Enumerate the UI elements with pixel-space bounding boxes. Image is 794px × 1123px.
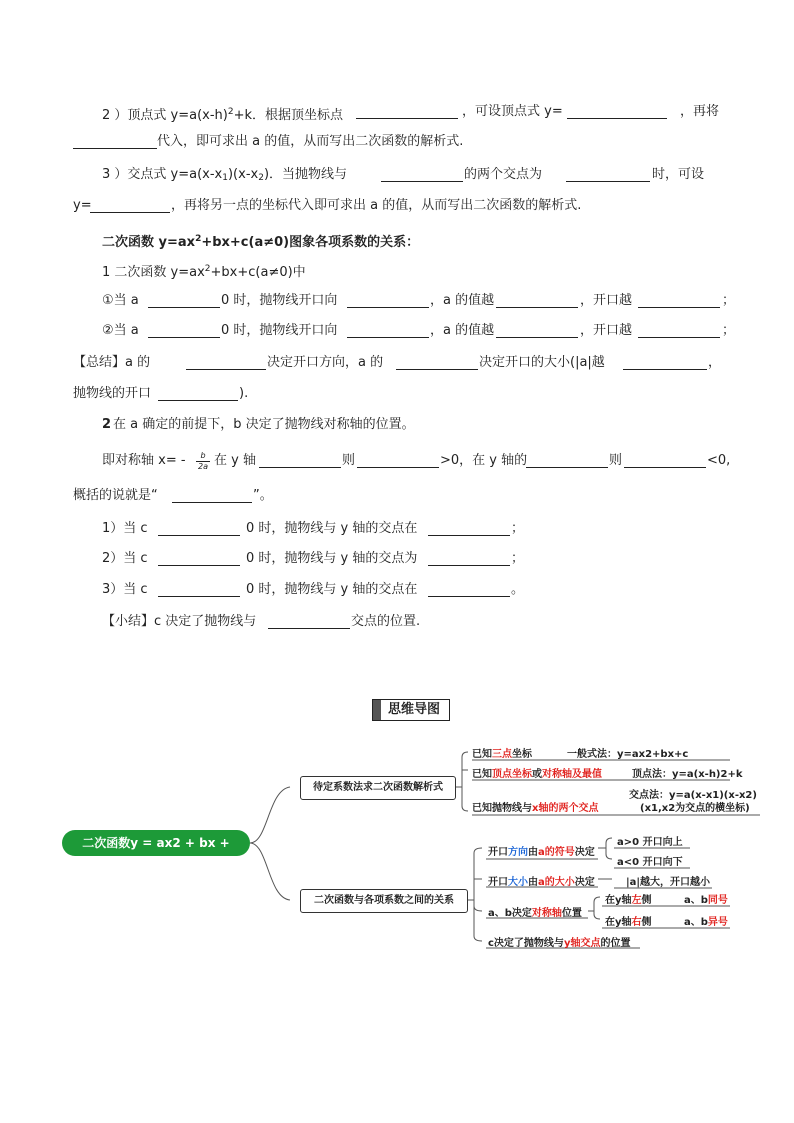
mm-c-y-intercept: c决定了抛物线与y轴交点的位置 — [488, 938, 631, 949]
line-case-a-1: ①当 a 0 时，抛物线开口向 ，a 的值越 ，开口越 ； — [102, 293, 736, 308]
mm-a-negative: a<0 开口向下 — [617, 857, 683, 868]
mm-intercept-note: (x1,x2为交点的横坐标) — [640, 803, 750, 814]
line-c-case-3: 3）当 c 0 时，抛物线与 y 轴的交点在 。 — [102, 582, 525, 597]
mm-right-side: 在y轴右侧 — [605, 917, 652, 928]
mindmap-branch-undetermined-coefficients: 待定系数法求二次函数解析式 — [300, 776, 456, 800]
mm-opening-size: 开口大小由a的大小决定 — [488, 877, 595, 888]
line-c-case-1: 1）当 c 0 时，抛物线与 y 轴的交点在 ； — [102, 521, 525, 536]
line-summary-2: 抛物线的开口 ). — [73, 386, 249, 401]
mm-vertex-form: 顶点法：y=a(x-h)2+k — [632, 769, 743, 780]
mm-vertex-coords: 已知顶点坐标或对称轴及最值 — [472, 769, 602, 780]
mindmap-root: 二次函数y = ax2 + bx + c(a≠0) — [62, 830, 250, 856]
mm-same-sign: a、b同号 — [684, 895, 728, 906]
line-intercept-form-2: y= ，再将另一点的坐标代入即可求出 a 的值，从而写出二次函数的解析式. — [73, 198, 582, 213]
section-heading-coefficients: 二次函数 $y=ax^2+bx+c(a\ne 0)$图象各项系数的关系： — [102, 234, 420, 250]
mm-left-side: 在y轴左侧 — [605, 895, 652, 906]
line-intercept-form: 3 ）交点式 $y=a(x-x_1)(x-x_2)$．当抛物线与 的两个交点为 时，可设 — [102, 167, 705, 183]
mm-a-positive: a>0 开口向上 — [617, 837, 683, 848]
mm-three-points: 已知三点坐标 — [472, 749, 532, 760]
mm-general-form: 一般式法：y=ax2+bx+c — [567, 749, 689, 760]
line-axis: 即对称轴 x= - $\frac{b}{2a}$ 在 y 轴 则 >0，在 y 轴的 则 <0, — [102, 451, 731, 471]
line-case-a-2: ②当 a 0 时，抛物线开口向 ，a 的值越 ，开口越 ； — [102, 323, 736, 338]
mm-axis-position: a、b决定对称轴位置 — [488, 908, 582, 919]
mm-x-intercepts: 已知抛物线与x轴的两个交点 — [472, 803, 599, 814]
line-vertex-form: 2 ）顶点式 $y=a(x-h)^2+k$．根据顶坐标点 ，可设顶点式 y= ，再将 — [102, 104, 720, 123]
mm-abs-a-rule: |a|越大，开口越小 — [626, 877, 711, 888]
line-summary: 【总结】a 的 决定开口方向，a 的 决定开口的大小(|a|越 ， — [73, 355, 722, 370]
line-c-summary: 【小结】c 决定了抛物线与 交点的位置. — [102, 614, 421, 629]
fraction-b-2a: $\frac{b}{2a}$ — [198, 451, 208, 471]
mm-intercept-form: 交点法：y=a(x-x1)(x-x2) — [629, 790, 757, 801]
mm-opening-direction: 开口方向由a的符号决定 — [488, 847, 595, 858]
line-generalize: 概括的说就是“ ”。 — [73, 488, 273, 503]
line-c-case-2: 2）当 c 0 时，抛物线与 y 轴的交点为 ； — [102, 551, 525, 566]
line-sub-1: 1 二次函数 $y=ax^2+bx+c(a\ne 0)$中 — [102, 264, 306, 280]
mindmap-title: 思维导图 — [372, 699, 450, 721]
line-vertex-form-2: 代入，即可求出 a 的值，从而写出二次函数的解析式. — [0, 132, 794, 152]
line-b-intro: 2 在 a 确定的前提下，b 决定了抛物线对称轴的位置。 — [102, 417, 415, 432]
mm-opposite-sign: a、b异号 — [684, 917, 728, 928]
mindmap-branch-coefficient-relation: 二次函数与各项系数之间的关系 — [300, 889, 468, 913]
